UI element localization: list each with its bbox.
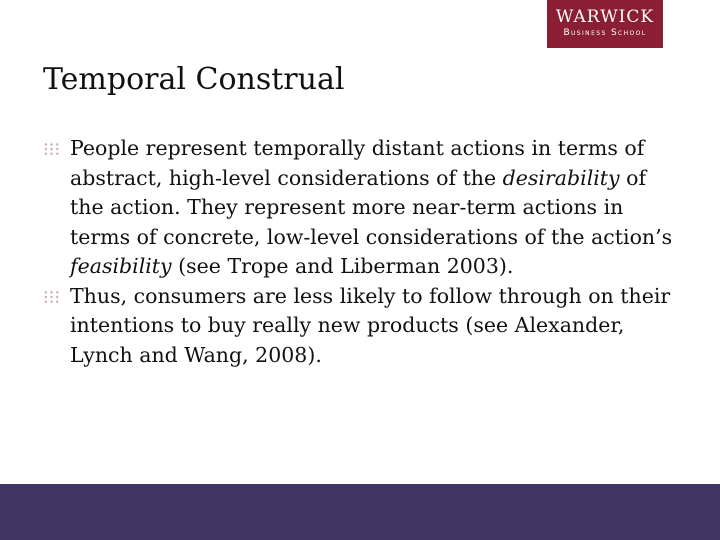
- bullet-text-segment: of the action. They represent more near-term actions in terms of concrete, low-level considerations of the action’s: [70, 165, 673, 249]
- warwick-business-school-logo: [547, 0, 663, 48]
- grid-bullet-icon: [43, 290, 60, 304]
- logo-subtitle: Business School: [563, 28, 647, 38]
- bullet-list: [43, 134, 683, 370]
- emphasis-desirability: desirability: [502, 165, 620, 190]
- bullet-text-segment: People represent temporally distant actions in terms of abstract, high-level considerations of the: [70, 136, 645, 190]
- bullet-item-temporal-distance: [43, 134, 683, 282]
- bullet-item-consumers: [43, 282, 683, 371]
- footer-bar: [0, 484, 720, 540]
- bullet-text: [70, 136, 672, 278]
- bullet-text-segment: (see Trope and Liberman 2003).: [171, 254, 514, 278]
- emphasis-feasibility: feasibility: [70, 254, 172, 278]
- grid-bullet-icon: [43, 142, 60, 156]
- slide-title: Temporal Construal: [43, 62, 345, 97]
- logo-wordmark: WARWICK: [555, 7, 655, 27]
- bullet-text: Thus, consumers are less likely to follow through on their intentions to buy really new products (see Alexander, Lynch and Wang, 2008).: [70, 283, 671, 367]
